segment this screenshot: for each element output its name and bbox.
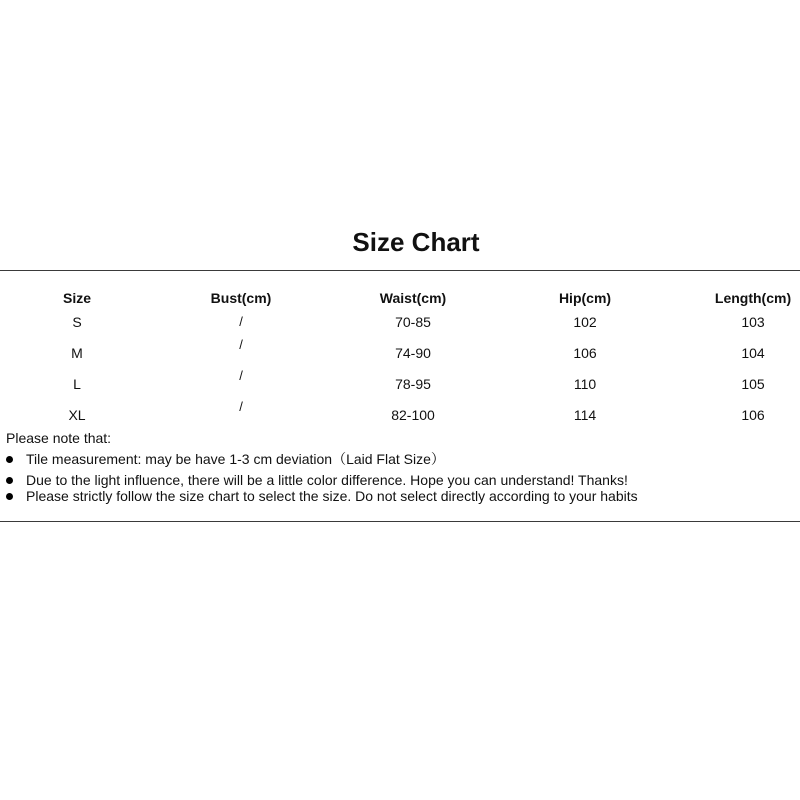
top-divider	[0, 270, 800, 271]
cell-size: L	[73, 376, 81, 392]
header-waist: Waist(cm)	[379, 290, 447, 306]
cell-length: 104	[741, 345, 765, 361]
cell-hip: 110	[573, 376, 597, 392]
note-item	[6, 450, 445, 468]
cell-waist: 70-85	[395, 314, 431, 330]
header-hip: Hip(cm)	[558, 290, 612, 306]
cell-bust: /	[239, 368, 243, 383]
cell-waist: 78-95	[395, 376, 431, 392]
bottom-divider	[0, 521, 800, 522]
cell-size: S	[72, 314, 82, 330]
bullet-icon	[6, 493, 13, 500]
header-size: Size	[62, 290, 92, 306]
cell-waist: 82-100	[391, 407, 435, 423]
header-length: Length(cm)	[714, 290, 792, 306]
cell-bust: /	[239, 314, 243, 329]
note-text: Tile measurement: may be have 1-3 cm deviation（Laid Flat Size）	[26, 451, 445, 467]
note-text: Due to the light influence, there will be a little color difference. Hope you can understand! Thanks!	[26, 472, 628, 488]
cell-hip: 102	[573, 314, 597, 330]
header-bust: Bust(cm)	[210, 290, 272, 306]
cell-size: M	[71, 345, 83, 361]
cell-size: XL	[68, 407, 86, 423]
page-title: Size Chart	[352, 227, 480, 257]
cell-bust: /	[239, 399, 243, 414]
cell-length: 106	[741, 407, 765, 423]
cell-length: 103	[741, 314, 765, 330]
bullet-icon	[6, 456, 13, 463]
cell-waist: 74-90	[395, 345, 431, 361]
note-item	[6, 487, 638, 505]
note-text: Please strictly follow the size chart to select the size. Do not select directly according to your habits	[26, 488, 638, 504]
bullet-icon	[6, 477, 13, 484]
cell-bust: /	[239, 337, 243, 352]
cell-hip: 114	[573, 407, 597, 423]
cell-hip: 106	[573, 345, 597, 361]
cell-length: 105	[741, 376, 765, 392]
notes-heading: Please note that:	[6, 430, 112, 446]
